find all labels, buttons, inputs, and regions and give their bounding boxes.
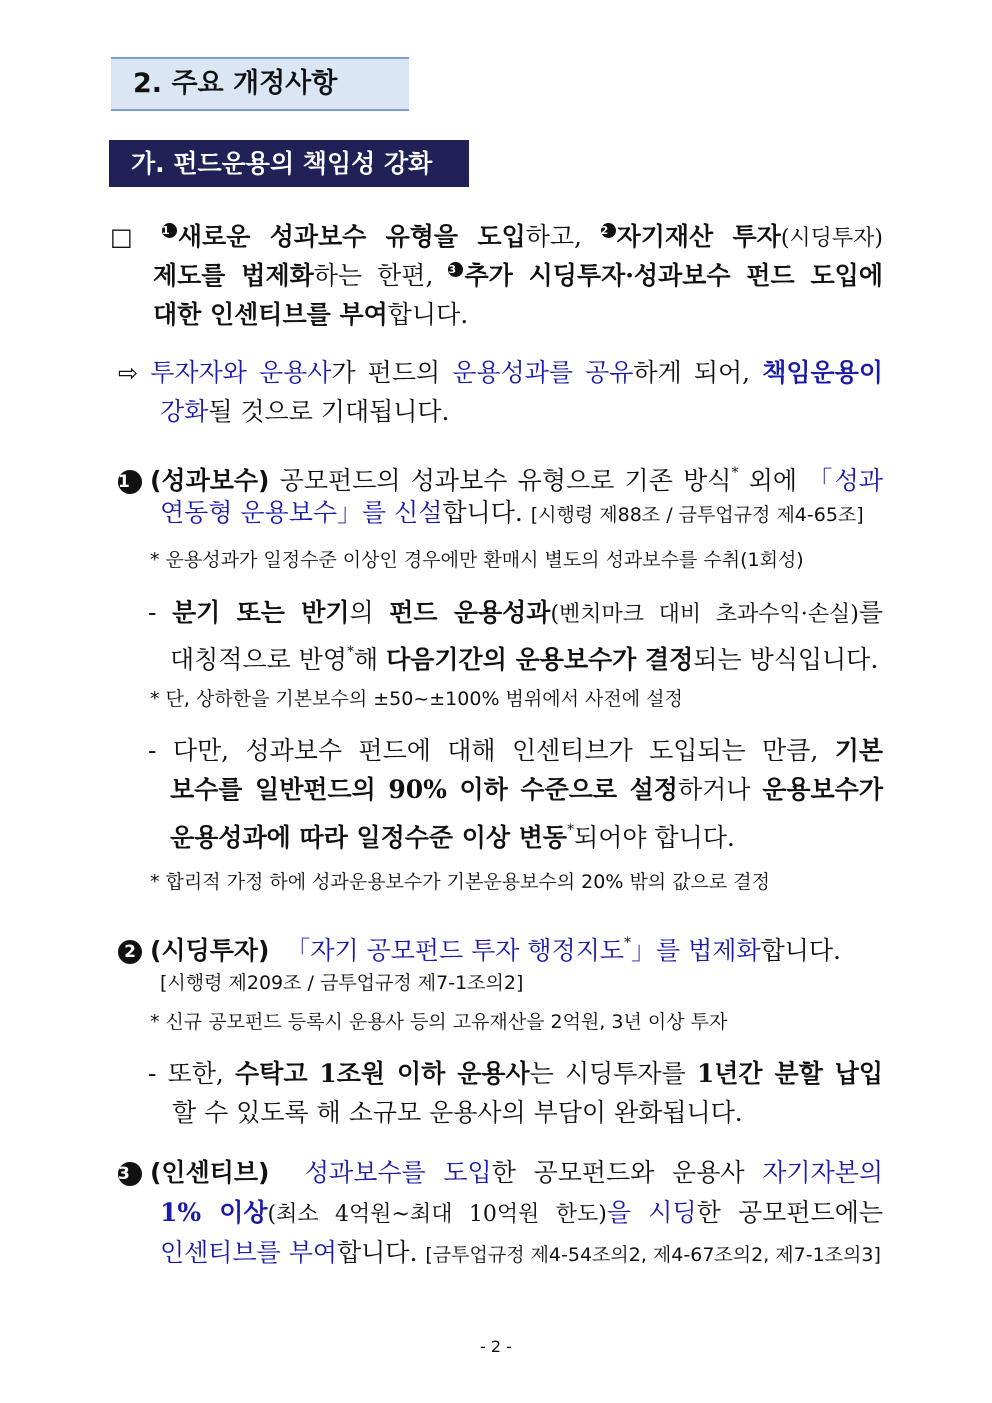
intro-text: 합니다. xyxy=(387,300,469,329)
item3-text: 합니다. xyxy=(337,1238,426,1267)
item3-text: 인센티브를 부여 xyxy=(160,1238,337,1267)
arrow-line-2 xyxy=(160,397,450,427)
item2-text: 「자기 공모펀드 투자 행정지도 xyxy=(285,936,625,965)
item1-note-3: * 합리적 가정 하에 성과운용보수가 기본운용보수의 20% 밖의 값으로 결정 xyxy=(150,871,770,893)
arrow-right-icon: ⇨ xyxy=(118,359,139,387)
item3-text: 1% 이상 xyxy=(160,1198,268,1227)
item3-text: 자기자본의 xyxy=(762,1158,883,1187)
arrow-text: 운용성과를 공유 xyxy=(452,358,634,387)
item1-line-1 xyxy=(118,458,883,496)
item1-detail-text: 기본 xyxy=(834,736,883,765)
item2-text: 」를 법제화 xyxy=(631,936,761,965)
item2-label: (시딩투자) xyxy=(150,936,270,965)
item1-detail-text: 운용성과에 따라 일정수준 이상 변동 xyxy=(170,823,568,852)
page-number: - 2 - xyxy=(480,1337,512,1356)
arrow-text: 될 것으로 기대됩니다. xyxy=(208,397,450,426)
item3-line-3 xyxy=(160,1238,881,1270)
circled-number-2-icon: 2 xyxy=(601,223,616,238)
item2-detail-line-1 xyxy=(148,1059,883,1089)
item1-detail2-line-1 xyxy=(148,736,883,766)
item2-detail-text: 는 시딩투자를 xyxy=(529,1059,697,1088)
item1-detail2-line-2 xyxy=(170,775,883,805)
circled-number-3-icon: 3 xyxy=(118,1162,142,1186)
item1-detail1-line-1 xyxy=(148,598,883,630)
subsection-title: 가. 펀드운용의 책임성 강화 xyxy=(109,140,469,187)
item3-line-2 xyxy=(160,1198,883,1230)
intro-text: 추가 시딩투자·성과보수 펀드 도입에 xyxy=(464,261,883,290)
item1-detail2-line-3 xyxy=(170,815,735,853)
item3-text: 한 공모펀드에는 xyxy=(696,1198,883,1227)
footnote-star: * xyxy=(731,465,739,481)
checkbox-icon: □ xyxy=(110,223,144,251)
item2-line-1 xyxy=(118,928,841,966)
item2-text: 합니다. xyxy=(760,936,841,965)
item1-text: 공모펀드의 성과보수 유형으로 기존 방식 xyxy=(269,466,732,495)
circled-number-3-icon: 3 xyxy=(448,262,463,277)
item1-detail1-line-2 xyxy=(170,637,878,675)
intro-text: 하는 한편, xyxy=(313,261,449,290)
item3-label: (인센티브) xyxy=(150,1158,270,1187)
item1-detail-text: 하거나 xyxy=(677,775,763,804)
item1-detail-text: 분기 또는 반기 xyxy=(172,598,350,627)
item3-line-1 xyxy=(118,1158,883,1188)
intro-line-2 xyxy=(153,261,883,291)
item1-text: 외에 xyxy=(738,466,808,495)
circled-number-2-icon: 2 xyxy=(118,940,142,964)
intro-text: 자기재산 투자 xyxy=(616,222,781,251)
item1-detail-text: - 다만, 성과보수 펀드에 대해 인센티브가 도입되는 만큼, xyxy=(148,736,835,765)
arrow-text: 강화 xyxy=(160,397,209,426)
item1-reference: [시행령 제88조 / 금투업규정 제4-65조] xyxy=(530,504,864,526)
item3-text: 한 공모펀드와 운용사 xyxy=(491,1158,763,1187)
item1-detail-text: - xyxy=(148,598,172,627)
circled-number-1-icon: 1 xyxy=(118,470,142,494)
item1-detail-text: 보수를 일반펀드의 90% 이하 수준으로 설정 xyxy=(170,775,678,804)
item2-detail-text: 1년간 분할 납입 xyxy=(696,1059,883,1088)
item2-detail-line-2 xyxy=(172,1098,743,1128)
item1-text: 「성과 xyxy=(807,466,883,495)
item1-detail-text: 운용보수가 xyxy=(762,775,883,804)
item3-text: (최소 4억원~최대 10억원 한도) xyxy=(267,1202,607,1227)
arrow-text: 투자자와 운용사 xyxy=(150,358,332,387)
intro-text: 제도를 법제화 xyxy=(153,261,314,290)
item2-reference: [시행령 제209조 / 금투업규정 제7-1조의2] xyxy=(160,972,524,994)
intro-line-3 xyxy=(153,300,468,330)
intro-text: 대한 인센티브를 부여 xyxy=(153,300,388,329)
item1-detail-text: 의 xyxy=(349,598,390,627)
item1-text: 연동형 운용보수」를 신설 xyxy=(160,498,443,527)
arrow-line-1 xyxy=(118,358,883,388)
item1-note: * 운용성과가 일정수준 이상인 경우에만 환매시 별도의 성과보수를 수취(1회성) xyxy=(150,549,804,571)
section-title: 2. 주요 개정사항 xyxy=(111,57,409,111)
item1-note-2: * 단, 상하한을 기본보수의 ±50~±100% 범위에서 사전에 설정 xyxy=(150,688,683,710)
item1-detail-text: 해 xyxy=(354,645,387,674)
item3-reference: [금투업규정 제4-54조의2, 제4-67조의2, 제7-1조의3] xyxy=(425,1244,881,1266)
item3-text: 을 시딩 xyxy=(606,1198,697,1227)
item1-detail-text: 펀드 운용성과 xyxy=(389,598,551,627)
footnote-star: * xyxy=(347,644,354,660)
intro-line-1 xyxy=(110,222,883,254)
footnote-star: * xyxy=(567,822,575,838)
arrow-text: 가 펀드의 xyxy=(331,358,453,387)
item2-detail-text: - 또한, xyxy=(148,1059,236,1088)
item1-detail-text: 다음기간의 운용보수가 결정 xyxy=(386,645,694,674)
item2-detail-text: 수탁고 1조원 이하 운용사 xyxy=(235,1059,530,1088)
intro-text: 하고, xyxy=(525,222,601,251)
item1-detail-text: 대칭적으로 반영 xyxy=(170,645,347,674)
item1-line-2 xyxy=(160,498,864,530)
arrow-text: 책임운용이 xyxy=(762,358,883,387)
item1-label: (성과보수) xyxy=(150,466,270,495)
item1-detail-text: 되어야 합니다. xyxy=(574,823,735,852)
item3-text: 성과보수를 도입 xyxy=(304,1158,492,1187)
circled-number-1-icon: 1 xyxy=(162,223,177,238)
item2-detail-text: 할 수 있도록 해 소규모 운용사의 부담이 완화됩니다. xyxy=(172,1098,743,1127)
footnote-star: * xyxy=(624,935,632,951)
intro-text: 새로운 성과보수 유형을 도입 xyxy=(177,222,526,251)
arrow-text: 하게 되어, xyxy=(633,358,763,387)
item1-detail-text: 되는 방식입니다. xyxy=(693,645,879,674)
intro-text: (시딩투자) xyxy=(780,226,883,251)
item1-detail-text: (벤치마크 대비 초과수익·손실) xyxy=(550,602,859,627)
item2-note: * 신규 공모펀드 등록시 운용사 등의 고유재산을 2억원, 3년 이상 투자 xyxy=(150,1011,728,1033)
item1-text: 합니다. xyxy=(442,498,531,527)
item1-detail-text: 를 xyxy=(858,598,883,627)
